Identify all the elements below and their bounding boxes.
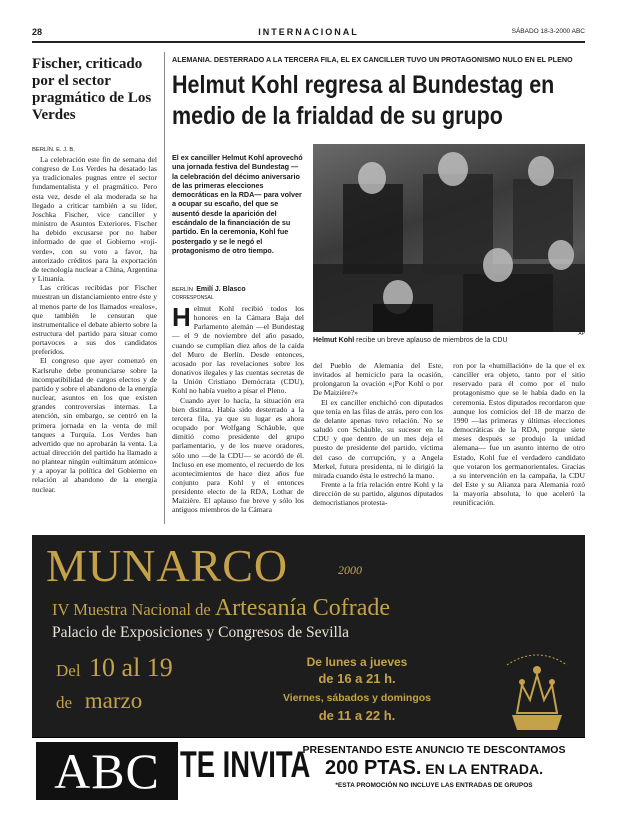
main-article-column-2	[313, 361, 443, 508]
promo-line: *ESTA PROMOCIÓN NO INCLUYE LAS ENTRADAS DE GRUPOS	[335, 782, 533, 789]
ad-promo	[286, 744, 582, 789]
caption-name: Helmut Kohl	[313, 337, 355, 344]
schedule-line: Viernes, sábados y domingos	[282, 692, 432, 704]
ad-brand: MUNARCO	[46, 540, 289, 591]
column-divider	[164, 52, 165, 524]
promo-suffix: EN LA ENTRADA.	[421, 761, 543, 777]
paragraph: El ex canciller enchichó con diputados que tenía en las filas de atrás, pero con los de delante apenas tuvo relación. No se saludó con Schäuble, su sucesor en la CDU y que dentro de un mes deja el puesto de presidente del partido, víctima del caso de corrupción, y a Angela Merkel, futura presidenta, ni le dirigió la mirada cuando ésta le estrechó la mano.	[313, 397, 443, 480]
ad-te-invita: TE INVITA	[180, 744, 311, 785]
drop-cap: H	[172, 302, 191, 332]
main-article-column-3	[453, 361, 585, 508]
photo-caption	[313, 331, 585, 344]
byline-place: BERLÍN	[172, 287, 193, 293]
ad-venue: Palacio de Exposiciones y Congresos de Sevilla	[52, 624, 350, 641]
paragraph: El congreso que ayer comenzó en Karlsruhe debe pronunciarse sobre la incompatibilidad de cargos electos y de partido y sobre el abandono de la energía nuclear, asuntos en los que existen grandes controversias internas. La atención, sin embargo, se centró en la primera jornada en la venta de mil tanques a Turquía. Los Verdes han advertido que no aprobarán la venta. La actual dirección del partido ha llamado a no plantear ningún «ultimátum atómico» y a apoyar la política del Gobierno en relación al abandono de la energía nuclear.	[32, 356, 157, 494]
schedule-line: De lunes a jueves	[306, 655, 408, 669]
paragraph: Frente a la fría relación entre Kohl y la dirección de su partido, algunos diputados democristianos protesta-	[313, 480, 443, 508]
schedule-line: de 11 a 22 h.	[318, 708, 396, 723]
crown-emblem-icon	[502, 645, 572, 735]
main-article-kicker: ALEMANIA. DESTERRADO A LA TERCERA FILA, EL EX CANCILLER TUVO UN PROTAGONISMO NULO EN EL PLENO	[172, 55, 573, 64]
headline-line: Helmut Kohl regresa al Bundestag en	[172, 71, 555, 99]
ad-dates-del: Del	[56, 661, 81, 680]
paragraph: La celebración este fin de semana del congreso de Los Verdes ha desatado las ya tradicionales pugnas entre el sector fundamentalista y el pragmático. Pero esta vez, desde el ala moderada se ha llegado a criticar también a su líder, Joschka Fischer, vice canciller y ministro de Asuntos Exteriores. Fischer ha debido excusarse por no haber informado de que el Gobierno «rojí-verde», con su voto a favor, ha autorizado créditos para la exportación de tecnología nuclear a China, Argentina y Lituania.	[32, 155, 157, 284]
promo-line: PRESENTANDO ESTE ANUNCIO TE DESCONTAMOS	[302, 744, 566, 756]
paragraph: elmut Kohl recibió todos los honores en la Cámara Baja del Parlamento alemán —el Bundestag— el 9 de noviembre del año pasado, cuando se cumplían diez años de la caída del Muro de Berlín. Desde entonces, acosado por las revelaciones sobre los donativos ilegales y las cuentas secretas de la Unión Cristiano Demócrata (CDU), Kohl no había vuelto a pisar el Pleno.	[172, 304, 304, 396]
paragraph: Las críticas recibidas por Fischer muestran un distanciamiento entre éste y al menos parte de los llamados «realos», que también le censuran que instrumentalice el debate abierto sobre la estructura del partido para situar como portavoces a sus dos candidatos preferidos.	[32, 283, 157, 357]
main-article-byline	[172, 286, 246, 293]
munarco-advertisement	[32, 535, 585, 803]
ad-event-prefix: IV Muestra Nacional de	[52, 600, 215, 619]
ad-brand-year: 2000	[338, 563, 362, 577]
main-article-deck: El ex canciller Helmut Kohl aprovechó una jornada festiva del Bundestag —la celebración del décimo aniversario de las primeras elecciones democráticas en la RDA— para volver a ocupar su escaño, del que se ausentó desde la aparición del escándalo de la financiación de su partido. En la ceremonia, Kohl fue postergado y se le negó el protagonismo de otro tiempo.	[172, 153, 303, 255]
byline-name: Emilí J. Blasco	[196, 286, 246, 293]
ad-dates-range: 10 al 19	[89, 653, 173, 682]
ad-schedule	[237, 655, 477, 723]
parliament-photo	[313, 144, 585, 332]
paragraph: Cuando ayer lo hacía, la situación era bien distinta. Había sido desterrado a la tercera fila, ya que su lugar es ahora ocupado por Wolfgang Schäuble, que dimitió como presidente del grupo parlamentario, y de los nueve oradores, sólo uno —de la CDU— se acordó de él. Incluso en ese momento, el recuerdo de los acontecimientos de hace diez años fue conjunto para Kohl y el entonces presidente electo de la RDA, Lothar de Maizière. El aplauso fue breve y sólo los antiguos miembros de la Cámara	[172, 395, 304, 515]
photo-credit: AP	[578, 331, 585, 337]
left-article-body	[32, 155, 157, 494]
page-header	[32, 27, 585, 43]
main-article-column-1	[172, 304, 304, 515]
schedule-line: de 16 a 21 h.	[318, 671, 396, 686]
ad-dates	[56, 653, 173, 718]
caption-text: recibe un breve aplauso de miembros de la CDU	[354, 337, 508, 344]
headline-line: medio de la frialdad de su grupo	[172, 102, 503, 130]
promo-line	[286, 757, 582, 780]
page-number: 28	[32, 27, 43, 37]
ad-dates-month: marzo	[84, 688, 143, 713]
paragraph: del Pueblo de Alemania del Este, invitados al hemiciclo para la ocasión, prolongaron la ovación «¡Por Kohl o por De Maizière?»	[313, 361, 443, 398]
ad-coupon-strip	[32, 737, 585, 803]
paragraph: ron por la «humillación» de la que el ex canciller era objeto, tanto por el sitio reservado para él como por el nulo protagonismo que se le había dado en la ceremonia. Estos diputados recordaron que aunque los comicios del 18 de marzo de 1990 —las primeras y últimas elecciones democráticas de la RDA, porque siete meses después se produjo la unidad alemana— fue un asunto interno de otro Estado, Kohl fue el verdadero candidato que votaron los germanorientales. Gracias a su intervención en la campaña, la CDU del Este y su Alianza para Alemania rozó la mayoría absoluta, lo que aceleró la reunificación.	[453, 361, 585, 508]
ad-event-name: Artesanía Cofrade	[214, 595, 391, 621]
section-name: INTERNACIONAL	[258, 27, 359, 37]
ad-dates-de: de	[56, 693, 73, 712]
promo-amount: 200 PTAS.	[325, 757, 422, 779]
left-article-headline: Fischer, criticado por el sector pragmático de Los Verdes	[32, 56, 152, 123]
ad-event-title	[52, 595, 390, 622]
main-article-headline	[172, 70, 555, 132]
issue-date: SÁBADO 18-3-2000 ABC	[511, 28, 585, 35]
left-article-byline: BERLÍN. E. J. B.	[32, 147, 75, 153]
abc-logo: ABC	[36, 742, 178, 800]
byline-role: CORRESPONSAL	[172, 295, 214, 301]
